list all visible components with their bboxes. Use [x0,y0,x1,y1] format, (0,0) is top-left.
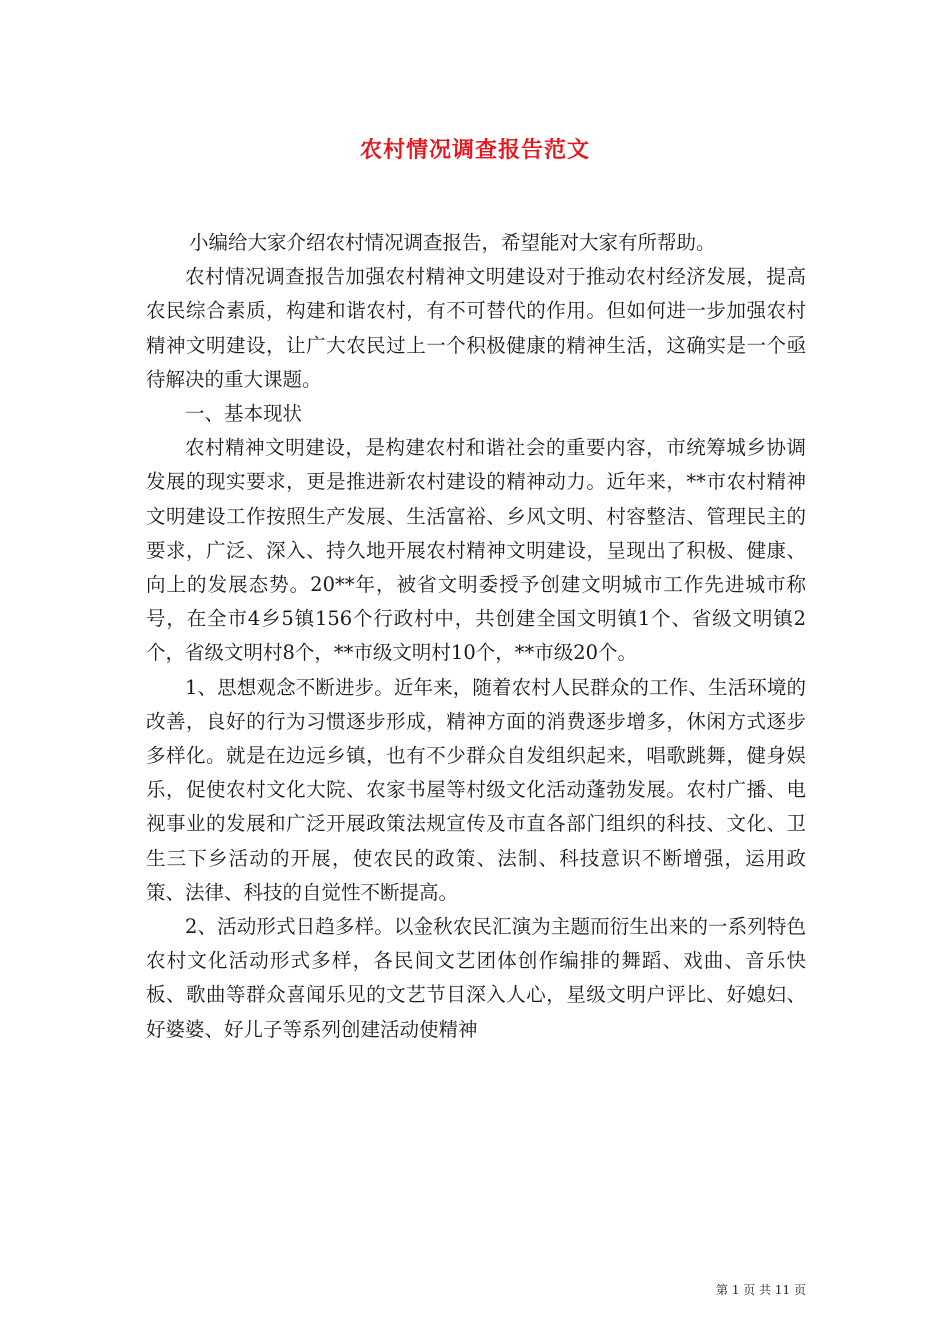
paragraph-basic-status: 农村精神文明建设，是构建农村和谐社会的重要内容，市统筹城乡协调发展的现实要求，更是推进新农村建设的精神动力。近年来，**市农村精神文明建设工作按照生产发展、生活富裕、乡风文明、村容整洁、管理民主的要求，广泛、深入、持久地开展农村精神文明建设，呈现出了积极、健康、向上的发展态势。20**年，被省文明委授予创建文明城市工作先进城市称号，在全市4乡5镇156个行政村中，共创建全国文明镇1个、省级文明镇2个，省级文明村8个，**市级文明村10个，**市级20个。 [146,436,806,665]
paragraph-point-1: 1、思想观念不断进步。近年来，随着农村人民群众的工作、生活环境的改善，良好的行为习惯逐步形成，精神方面的消费逐步增多，休闲方式逐步多样化。就是在边远乡镇，也有不少群众自发组织起来，唱歌跳舞，健身娱乐，促使农村文化大院、农家书屋等村级文化活动蓬勃发展。农村广播、电视事业的发展和广泛开展政策法规宣传及市直各部门组织的科技、文化、卫生三下乡活动的开展，使农民的政策、法制、科技意识不断增强，运用政策、法律、科技的自觉性不断提高。 [146,675,806,904]
document-body [146,226,806,1047]
paragraph-point-2: 2、活动形式日趋多样。以金秋农民汇演为主题而衍生出来的一系列特色农村文化活动形式多样，各民间文艺团体创作编排的舞蹈、戏曲、音乐快板、歌曲等群众喜闻乐见的文艺节目深入人心，星级文明户评比、好媳妇、好婆婆、好儿子等系列创建活动使精神 [146,915,806,1041]
page-number-footer: 第 1 页 共 11 页 [716,1283,806,1297]
paragraph-overview: 农村情况调查报告加强农村精神文明建设对于推动农村经济发展，提高农民综合素质，构建和谐农村，有不可替代的作用。但如何进一步加强农村精神文明建设，让广大农民过上一个积极健康的精神生活，这确实是一个亟待解决的重大课题。 [146,265,806,391]
document-title: 农村情况调查报告范文 [359,137,590,163]
section-heading-basic-status: 一、基本现状 [185,402,303,426]
paragraph-intro: 小编给大家介绍农村情况调查报告，希望能对大家有所帮助。 [189,231,716,254]
